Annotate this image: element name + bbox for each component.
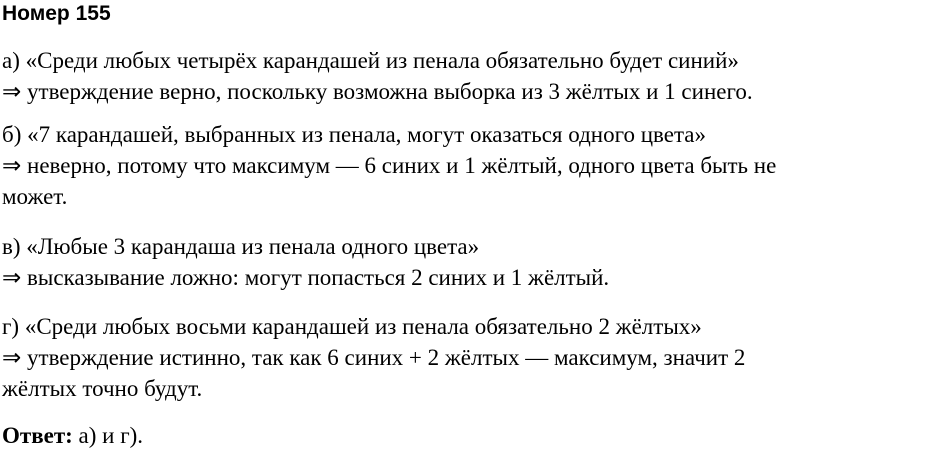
item-b-statement: б) «7 карандашей, выбранных из пенала, могут оказаться одного цвета»: [2, 122, 707, 147]
item-d-conclusion-cont: жёлтых точно будут.: [2, 376, 203, 401]
item-b: [2, 119, 950, 212]
item-b-conclusion: ⇒ неверно, потому что максимум — 6 синих и 1 жёлтый, одного цвета быть не: [2, 153, 777, 178]
answer-text: а) и г).: [72, 423, 144, 448]
page-title: Номер 155: [2, 2, 111, 25]
item-a: [2, 45, 950, 107]
item-a-statement: а) «Среди любых четырёх карандашей из пенала обязательно будет синий»: [2, 48, 739, 73]
item-b-conclusion-cont: может.: [2, 184, 68, 209]
item-c-conclusion: ⇒ высказывание ложно: могут попасться 2 синих и 1 жёлтый.: [2, 265, 610, 290]
item-a-conclusion: ⇒ утверждение верно, поскольку возможна выборка из 3 жёлтых и 1 синего.: [2, 79, 753, 104]
answer-label: Ответ:: [2, 423, 73, 448]
item-d-conclusion: ⇒ утверждение истинно, так как 6 синих + 2 жёлтых — максимум, значит 2: [2, 345, 746, 370]
answer: [2, 420, 950, 451]
item-c: [2, 231, 950, 293]
item-d-statement: г) «Среди любых восьми карандашей из пенала обязательно 2 жёлтых»: [2, 314, 702, 339]
item-d: [2, 311, 950, 404]
item-c-statement: в) «Любые 3 карандаша из пенала одного цвета»: [2, 234, 480, 259]
answer-line: [2, 420, 950, 451]
